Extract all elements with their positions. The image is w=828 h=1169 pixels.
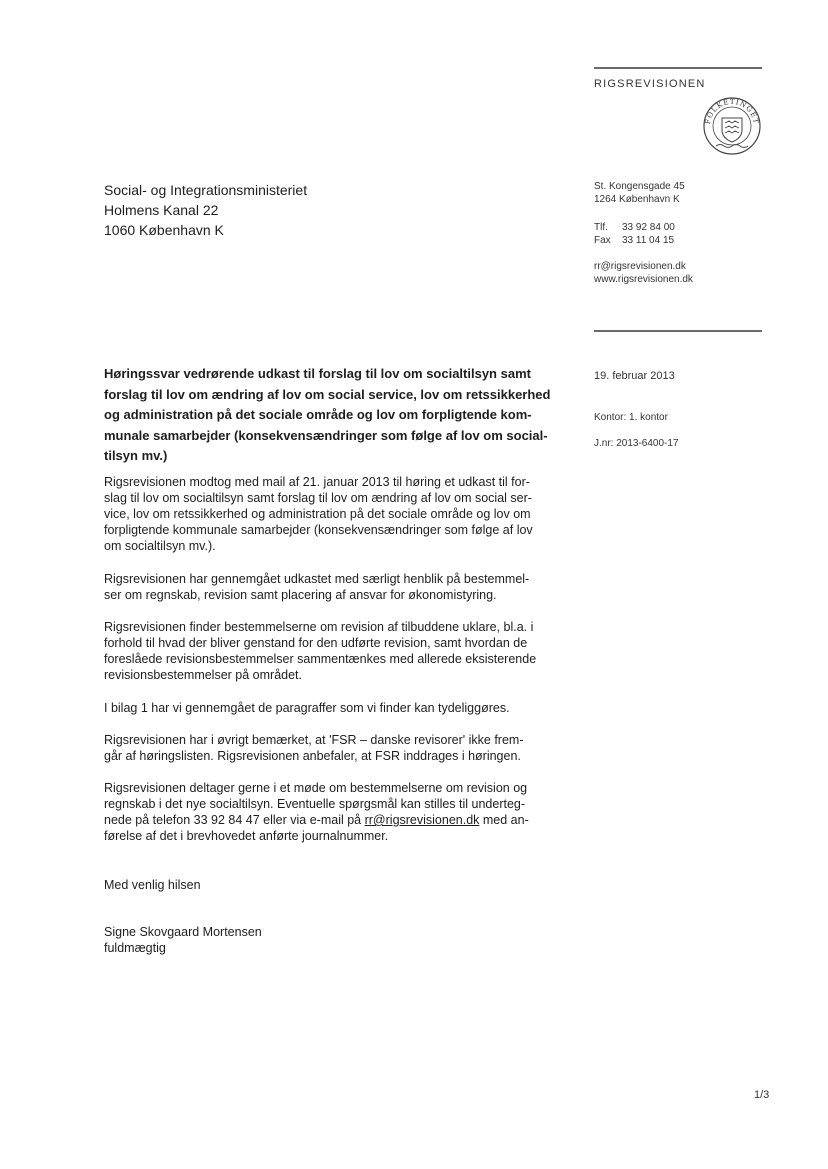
phone-label: Tlf.: [594, 222, 608, 233]
recipient-line: Holmens Kanal 22: [104, 202, 219, 218]
text-line: ser om regnskab, revision samt placering af ansvar for økonomistyring.: [104, 588, 497, 602]
organization-name: RIGSREVISIONEN: [594, 78, 706, 90]
subject-line: munale samarbejder (konsekvensændringer som følge af lov om social-: [104, 427, 548, 443]
text-line: revisionsbestemmelser på området.: [104, 668, 302, 682]
letter-date: 19. februar 2013: [594, 370, 675, 382]
signature-title: fuldmægtig: [104, 941, 166, 955]
text-line: I bilag 1 har vi gennemgået de paragraffer som vi finder kan tydeliggøres.: [104, 701, 510, 715]
office-info: Kontor: 1. kontor: [594, 412, 668, 423]
text-line: foreslåede revisionsbestemmelser sammentænkes med allerede eksisterende: [104, 652, 537, 666]
text-line: Rigsrevisionen modtog med mail af 21. januar 2013 til høring et udkast til for-: [104, 475, 530, 489]
email-link[interactable]: rr@rigsrevisionen.dk: [364, 813, 480, 827]
text-line: Rigsrevisionen finder bestemmelserne om revision af tilbuddene uklare, bl.a. i: [104, 620, 534, 634]
subject-line: Høringssvar vedrørende udkast til forslag til lov om socialtilsyn samt: [104, 366, 531, 381]
subject-line: tilsyn mv.): [104, 448, 168, 463]
fax-number: 33 11 04 15: [622, 235, 675, 246]
svg-text:FOLKETINGET: [704, 98, 760, 125]
sender-address: [594, 180, 685, 206]
phone-number: 33 92 84 00: [622, 222, 675, 233]
closing-greeting: Med venlig hilsen: [104, 878, 201, 892]
paragraph-3: [104, 619, 574, 683]
text-line: [104, 812, 574, 828]
text-segment: nede på telefon 33 92 84 47 eller via e-mail på: [104, 813, 365, 827]
fax-label: Fax: [594, 235, 611, 246]
text-line: Rigsrevisionen deltager gerne i et møde om bestemmelserne om revision og: [104, 781, 528, 795]
recipient-address: [104, 180, 307, 240]
paragraph-1: [104, 474, 574, 554]
seal-text: FOLKETINGET: [703, 97, 761, 125]
paragraph-5: [104, 732, 574, 764]
sidebar-rule: [594, 330, 762, 332]
text-line: Rigsrevisionen har gennemgået udkastet med særligt henblik på bestemmel-: [104, 572, 530, 586]
text-line: forpligtende kommunale samarbejder (konsekvensændringer som følge af lov: [104, 523, 533, 537]
fax-row: [594, 234, 675, 247]
text-line: regnskab i det nye socialtilsyn. Eventuelle spørgsmål kan stilles til underteg-: [104, 797, 526, 811]
text-line: forhold til hvad der bliver genstand for den udførte revision, samt hvordan de: [104, 636, 528, 650]
sender-phone-fax: [594, 221, 675, 247]
page-number: 1/3: [754, 1089, 770, 1101]
subject-line: forslag til lov om ændring af lov om social service, lov om retssikkerhed: [104, 386, 551, 402]
recipient-line: 1060 København K: [104, 222, 224, 238]
sender-website: www.rigsrevisionen.dk: [594, 274, 693, 285]
text-segment: med an-: [479, 813, 529, 827]
signature-name: Signe Skovgaard Mortensen: [104, 925, 262, 939]
text-line: om socialtilsyn mv.).: [104, 539, 216, 553]
text-line: går af høringslisten. Rigsrevisionen anbefaler, at FSR inddrages i høringen.: [104, 749, 521, 763]
subject-line: og administration på det sociale område og lov om forpligtende kom-: [104, 407, 532, 422]
folketinget-seal-icon: [702, 96, 762, 156]
recipient-line: Social- og Integrationsministeriet: [104, 182, 308, 198]
journal-number: J.nr: 2013-6400-17: [594, 438, 679, 449]
sender-email: rr@rigsrevisionen.dk: [594, 261, 686, 272]
text-line: vice, lov om retssikkerhed og administration på det sociale område og lov om: [104, 507, 531, 521]
sender-street: St. Kongensgade 45: [594, 181, 685, 192]
header-rule: [594, 67, 762, 69]
phone-row: [594, 221, 675, 234]
paragraph-4: [104, 700, 574, 716]
sender-city: 1264 København K: [594, 194, 680, 205]
text-line: Rigsrevisionen har i øvrigt bemærket, at 'FSR – danske revisorer' ikke frem-: [104, 733, 524, 747]
text-line: slag til lov om socialtilsyn samt forslag til lov om ændring af lov om social ser-: [104, 491, 532, 505]
paragraph-6: [104, 780, 574, 844]
sender-online: [594, 260, 693, 286]
text-line: førelse af det i brevhovedet anførte journalnummer.: [104, 829, 389, 843]
subject-heading: [104, 364, 574, 467]
paragraph-2: [104, 571, 574, 603]
